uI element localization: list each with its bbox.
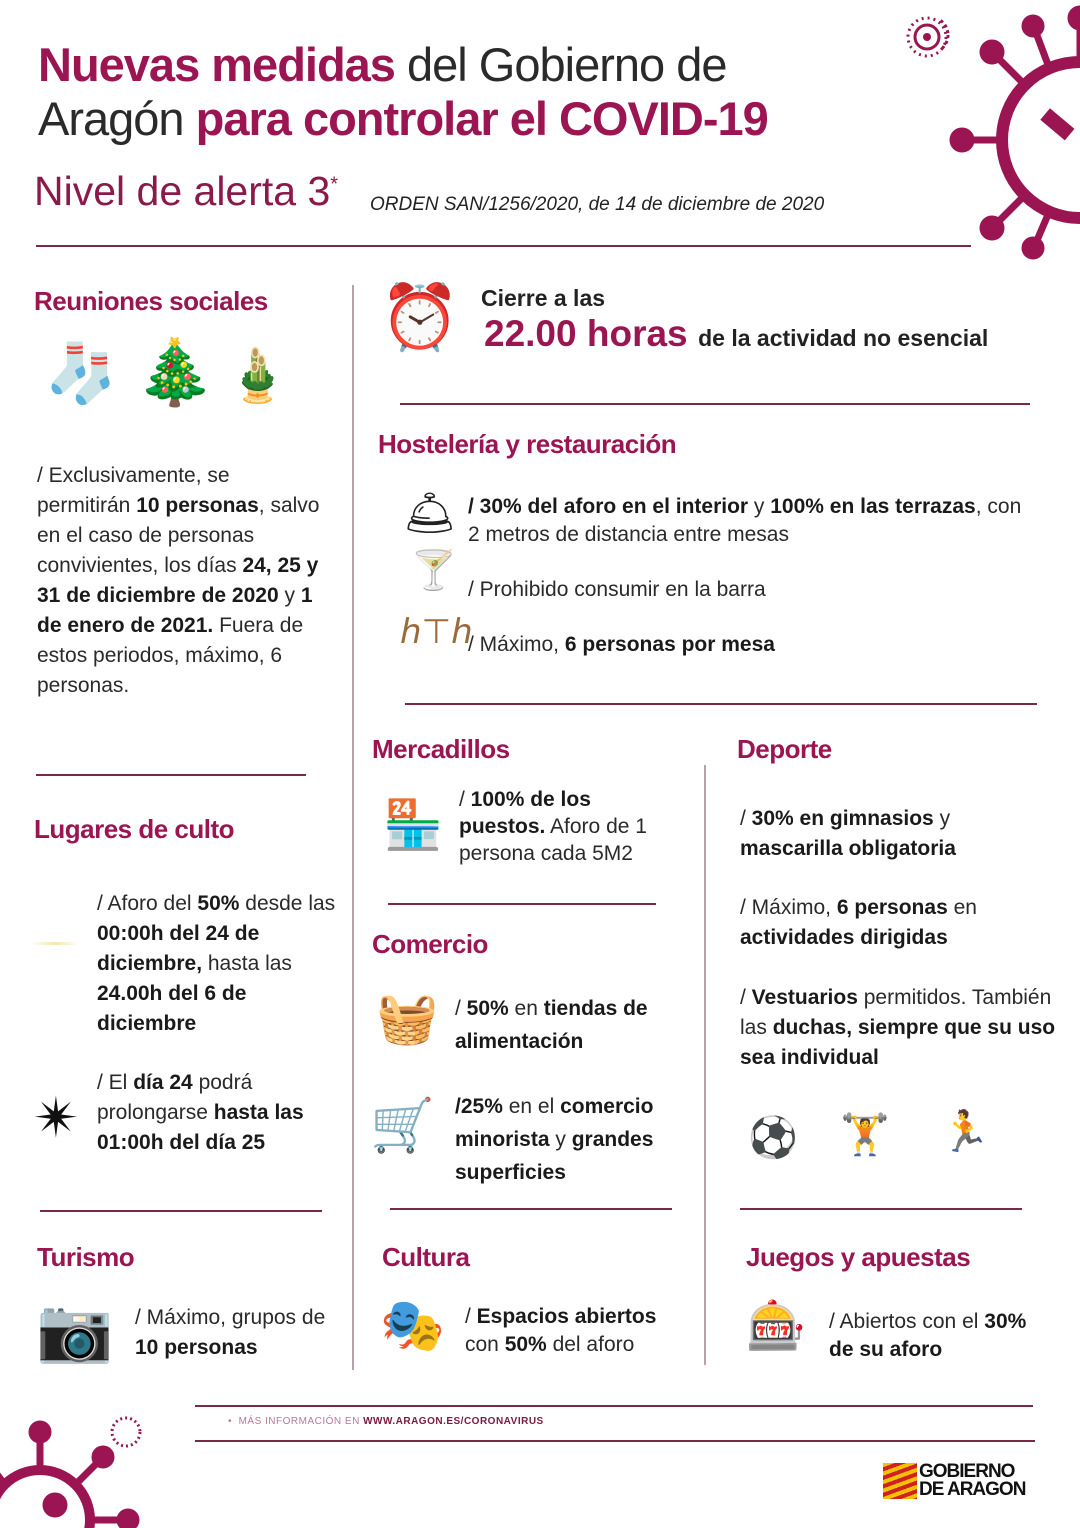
bold-text: 50% — [504, 1333, 547, 1356]
bold-text: 6 personas — [836, 896, 948, 919]
section-title-reuniones: Reuniones sociales — [34, 286, 268, 316]
section-title-deporte: Deporte — [737, 734, 832, 764]
cierre-hour: 22.00 horas — [484, 313, 688, 354]
more-info: • MÁS INFORMACIÓN EN WWW.ARAGON.ES/CORONAVIRUS — [228, 1416, 544, 1427]
culto-text-1 — [97, 889, 347, 1039]
text: del aforo — [546, 1333, 635, 1356]
section-title-mercadillos: Mercadillos — [372, 734, 510, 764]
text: / Máximo, — [468, 633, 565, 656]
hosteleria-item-2 — [468, 575, 766, 605]
alert-asterisk: * — [330, 173, 339, 196]
text: Aforo de 1 persona cada 5M2 — [459, 815, 647, 865]
title-line-1 — [38, 38, 768, 92]
table-chairs-icon: ℎ⊤ℎ — [400, 613, 473, 651]
text: Fuera de estos periodos, máximo, 6 personas. — [37, 614, 304, 697]
alarm-clock-icon: ⏰ — [380, 281, 460, 353]
divider — [36, 245, 971, 247]
reuniones-text — [37, 461, 322, 701]
market-stall-icon: 🏪 — [383, 799, 443, 852]
alert-level — [34, 168, 338, 215]
aragon-flag-icon — [883, 1463, 917, 1499]
page-title — [38, 38, 768, 146]
text: hasta las — [202, 952, 292, 975]
sparkle-icon — [30, 942, 80, 945]
comercio-item-2 — [455, 1090, 695, 1189]
text: y — [278, 584, 301, 607]
column-divider — [704, 765, 706, 1365]
logo-line-2: DE ARAGON — [919, 1479, 1026, 1500]
bold-text: actividades dirigidas — [740, 926, 948, 949]
shopping-cart-icon: 🛒 — [370, 1097, 435, 1155]
text: , con 2 metros de distancia entre mesas — [468, 495, 1022, 546]
text: / Máximo, — [740, 896, 837, 919]
divider — [400, 403, 1030, 405]
cierre-rest: de la actividad no esencial — [698, 325, 989, 351]
section-title-juegos: Juegos y apuestas — [746, 1242, 971, 1272]
gobierno-aragon-logo — [883, 1463, 1025, 1499]
divider — [195, 1440, 1035, 1442]
more-info-link[interactable]: WWW.ARAGON.ES/CORONAVIRUS — [363, 1416, 544, 1427]
text: en — [508, 997, 544, 1020]
logo-line-1: GOBIERNO — [919, 1461, 1015, 1482]
text: desde las — [239, 892, 336, 915]
bold-text: 10 personas — [136, 494, 259, 517]
divider — [195, 1405, 1033, 1407]
virus-decoration-bottom-icon — [0, 1410, 160, 1528]
food-basket-icon: 🧺 — [376, 990, 439, 1046]
divider — [36, 774, 306, 776]
bold-text: Espacios abiertos — [476, 1305, 657, 1328]
bold-text: 50% — [466, 997, 509, 1020]
text: / — [459, 788, 471, 811]
text: / — [465, 1305, 477, 1328]
section-title-comercio: Comercio — [372, 929, 488, 959]
comercio-item-1 — [455, 992, 695, 1058]
text: / — [740, 807, 752, 830]
section-title-cultura: Cultura — [382, 1242, 470, 1272]
divider — [388, 903, 656, 905]
turismo-text — [135, 1303, 335, 1363]
divider — [390, 1208, 672, 1210]
bold-text: / 30% del aforo en el interior — [468, 495, 749, 518]
text: con — [465, 1333, 505, 1356]
divider — [40, 1210, 322, 1212]
text: permitidos. También las — [740, 986, 1052, 1039]
text: y — [748, 495, 771, 518]
hosteleria-item-1 — [468, 493, 1038, 549]
text: del Gobierno de — [394, 38, 727, 91]
divider — [740, 1208, 1022, 1210]
casino-chips-icon: 🎰 — [746, 1300, 806, 1353]
deporte-item-3 — [740, 983, 1060, 1073]
soccer-ball-icon: ⚽ — [748, 1116, 798, 1160]
bold-text: comercio minorista — [455, 1095, 654, 1151]
cultura-text — [465, 1303, 695, 1359]
hosteleria-item-3 — [468, 630, 775, 660]
juegos-text — [829, 1308, 1029, 1364]
bold-text: para controlar el COVID-19 — [195, 92, 768, 145]
bold-text: 30% de su aforo — [829, 1310, 1027, 1361]
cierre-line1: Cierre a las — [481, 285, 606, 311]
section-title-hosteleria: Hostelería y restauración — [378, 429, 677, 459]
bold-text: /25% — [455, 1095, 503, 1118]
text: y — [549, 1128, 572, 1151]
title-line-2 — [38, 92, 768, 146]
column-divider — [352, 285, 354, 1370]
bold-text: Vestuarios — [751, 986, 858, 1009]
christmas-ornaments-icon: 🎍 — [225, 347, 290, 405]
more-info-label: MÁS INFORMACIÓN EN — [238, 1416, 364, 1427]
star-icon: ✴ — [33, 1086, 80, 1149]
small-virus-icon — [905, 15, 950, 60]
section-title-culto: Lugares de culto — [34, 814, 235, 844]
bold-text: 100% en las terrazas — [770, 495, 976, 518]
culto-text-2 — [97, 1068, 337, 1158]
text: / Máximo, grupos de — [135, 1306, 326, 1329]
serving-cloche-icon: 🛎 — [403, 489, 457, 536]
bold-text: 24.00h del 6 de diciembre — [97, 982, 247, 1035]
bold-text: 6 personas por mesa — [564, 633, 775, 656]
text: , salvo en el caso de personas convivientes, los días — [37, 494, 320, 577]
bold-text: 30% en gimnasios — [751, 807, 934, 830]
text: / Abiertos con el — [829, 1310, 985, 1333]
theater-masks-icon: 🎭 — [380, 1297, 445, 1355]
bold-text: día 24 — [133, 1071, 193, 1094]
text: podrá prolongarse — [97, 1071, 253, 1124]
text: en el — [502, 1095, 561, 1118]
bold-text: 24, 25 y 31 de diciembre de 2020 — [37, 554, 319, 607]
cocktail-icon: 🍸 — [410, 550, 458, 592]
bold-text: 1 de enero de 2021. — [37, 584, 313, 637]
text: / Exclusivamente, se permitirán — [37, 464, 230, 517]
order-reference: ORDEN SAN/1256/2020, de 14 de diciembre de 2020 — [370, 194, 825, 215]
text: / — [455, 997, 467, 1020]
weightlifting-icon: 🏋 — [840, 1113, 890, 1157]
text: / El — [97, 1071, 134, 1094]
bold-text: grandes superficies — [455, 1128, 654, 1184]
text: / — [740, 986, 752, 1009]
christmas-stocking-icon: 🧦 — [45, 341, 118, 406]
text: / Prohibido consumir en la barra — [468, 578, 766, 601]
bold-text: 100% de los puestos. — [459, 788, 591, 838]
alert-level-text: Nivel de alerta 3 — [34, 168, 331, 214]
section-title-turismo: Turismo — [37, 1242, 135, 1272]
text: y — [933, 807, 951, 830]
bold-text: tiendas de alimentación — [455, 997, 648, 1053]
bold-text: 50% — [197, 892, 240, 915]
divider — [405, 703, 1037, 705]
text: en — [947, 896, 977, 919]
christmas-tree-icon: 🎄 — [135, 336, 215, 408]
bold-text: Nuevas medidas — [38, 38, 395, 91]
bold-text: duchas, siempre que su uso sea individual — [740, 1016, 1056, 1069]
bold-text: mascarilla obligatoria — [740, 837, 956, 860]
virus-decoration-icon — [940, 0, 1080, 260]
mercadillos-text — [459, 786, 674, 867]
camera-icon: 📷 — [36, 1296, 114, 1365]
bold-text: hasta las 01:00h del día 25 — [97, 1101, 304, 1154]
runner-icon: 🏃 — [940, 1110, 990, 1154]
deporte-item-2 — [740, 893, 1040, 953]
bold-text: 10 personas — [135, 1336, 258, 1359]
bold-text: 00:00h del 24 de diciembre, — [97, 922, 260, 975]
deporte-item-1 — [740, 804, 1040, 864]
text: Aragón — [38, 92, 196, 145]
text: / Aforo del — [97, 892, 198, 915]
